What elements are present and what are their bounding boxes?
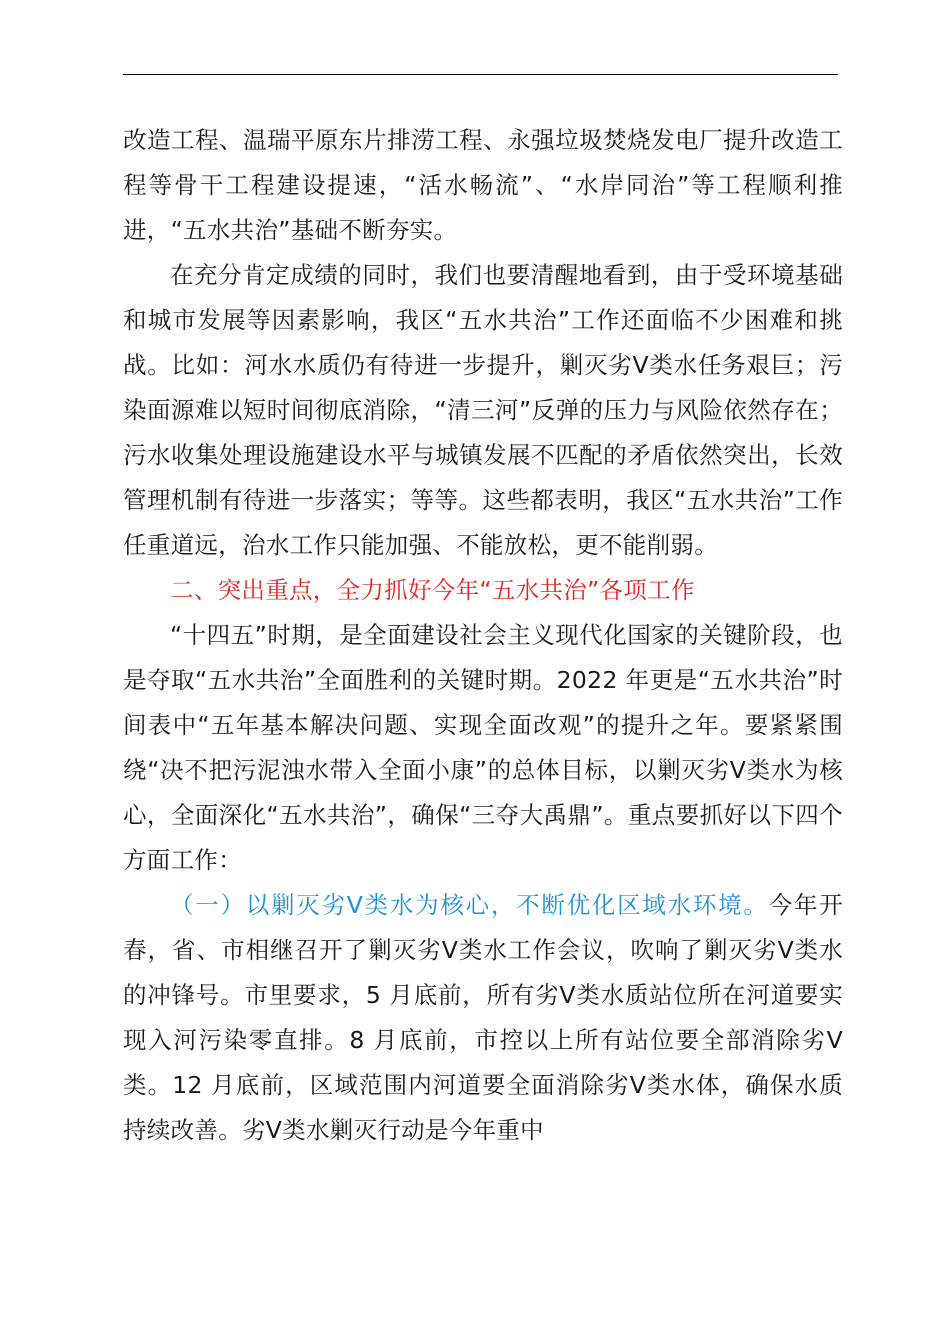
subsection-heading-1: （一）以剿灭劣V类水为核心，不断优化区域水环境。 — [170, 891, 769, 919]
paragraph-4 — [123, 883, 843, 1153]
section-heading-2: 二、突出重点，全力抓好今年“五水共治”各项工作 — [170, 576, 695, 604]
paragraph-1: 改造工程、温瑞平原东片排涝工程、永强垃圾焚烧发电厂提升改造工程等骨干工程建设提速，“活水畅流”、“水岸同治”等工程顺利推进，“五水共治”基础不断夯实。 — [123, 126, 843, 244]
paragraph-4-body: 今年开春，省、市相继召开了剿灭劣Ⅴ类水工作会议，吹响了剿灭劣Ⅴ类水的冲锋号。市里要求，5 月底前，所有劣Ⅴ类水质站位所在河道要实现入河污染零直排。8 月底前，市控以上所有站位要全部消除劣Ⅴ类。12 月底前，区域范围内河道要全面消除劣V类水体，确保水质持续改善。劣V类水剿灭行动是今年重中 — [123, 891, 843, 1144]
paragraph-3: “十四五”时期，是全面建设社会主义现代化国家的关键阶段，也是夺取“五水共治”全面胜利的关键时期。2022 年更是“五水共治”时间表中“五年基本解决问题、实现全面改观”的提升之年。要紧紧围绕“决不把污泥浊水带入全面小康”的总体目标，以剿灭劣V类水为核心，全面深化“五水共治”，确保“三夺大禹鼎”。重点要抓好以下四个方面工作： — [123, 621, 843, 874]
paragraph-2: 在充分肯定成绩的同时，我们也要清醒地看到，由于受环境基础和城市发展等因素影响，我区“五水共治”工作还面临不少困难和挑战。比如：河水水质仍有待进一步提升，剿灭劣V类水任务艰巨；污染面源难以短时间彻底消除，“清三河”反弹的压力与风险依然存在；污水收集处理设施建设水平与城镇发展不匹配的矛盾依然突出，长效管理机制有待进一步落实；等等。这些都表明，我区“五水共治”工作任重道远，治水工作只能加强、不能放松，更不能削弱。 — [123, 261, 843, 559]
document-body — [123, 118, 843, 1153]
header-rule — [123, 74, 838, 75]
